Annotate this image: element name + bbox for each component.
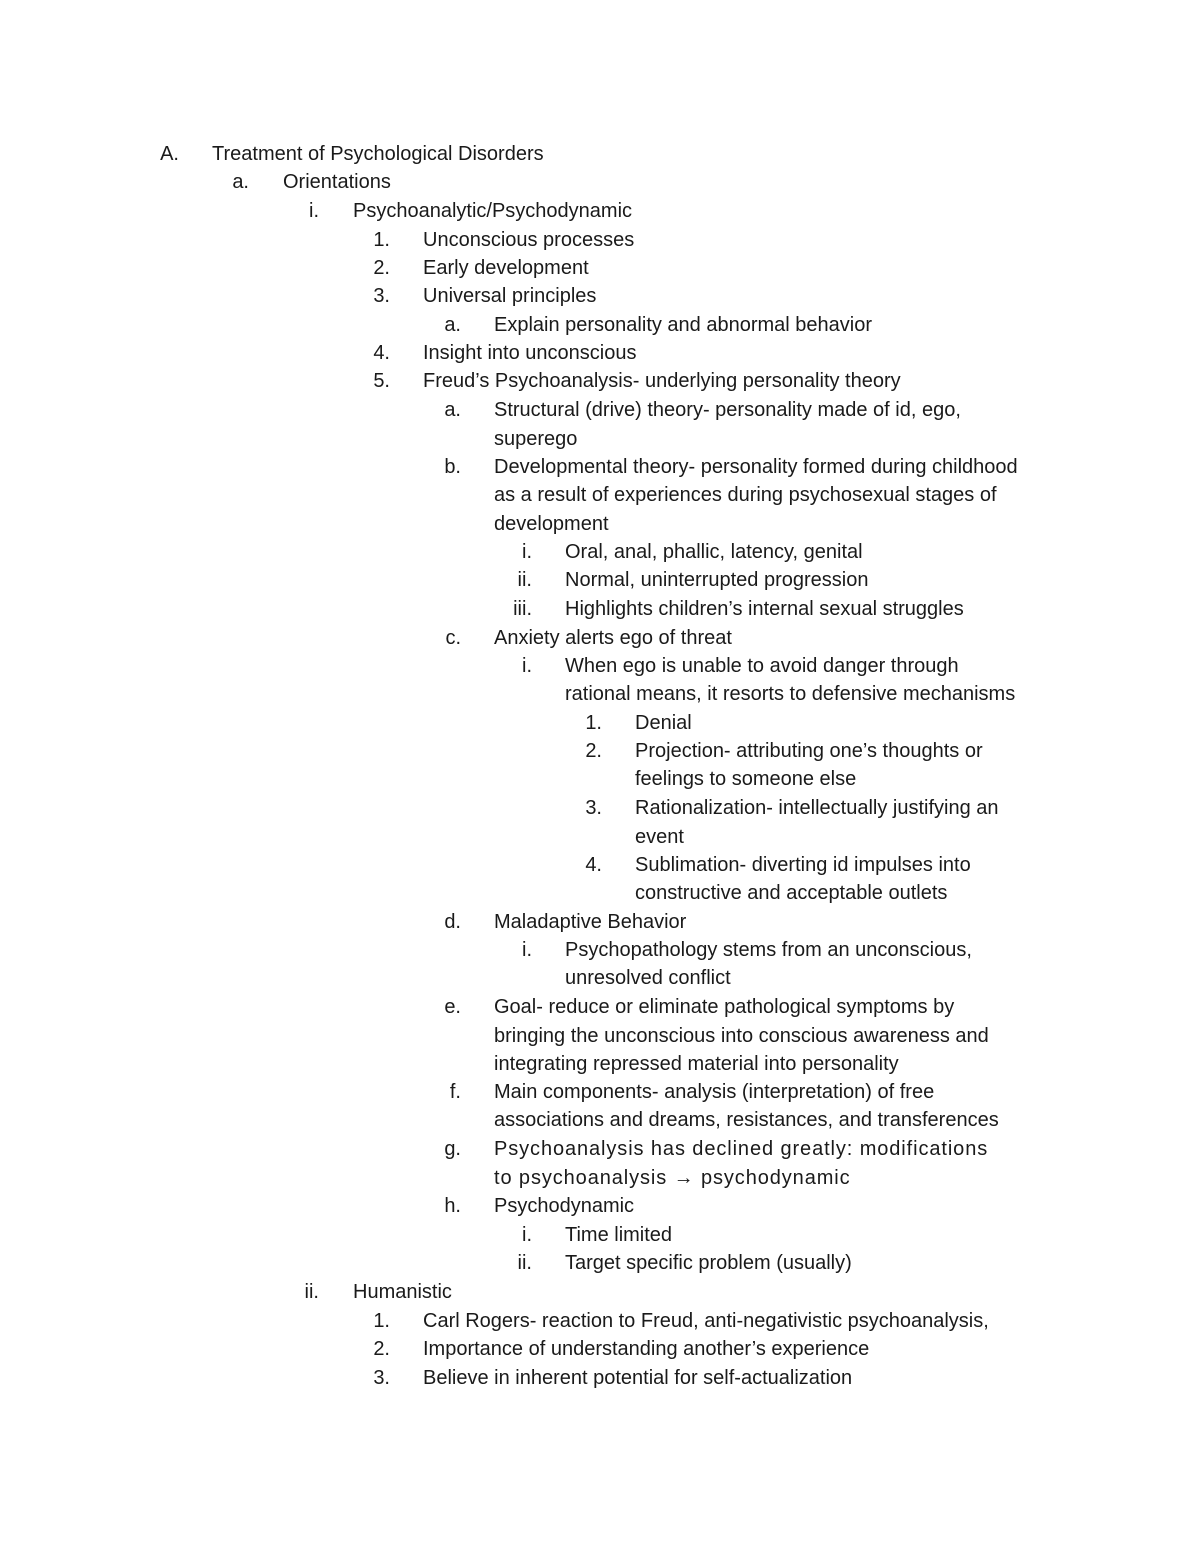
outline-item [0, 624, 1200, 652]
list-marker: b. [444, 456, 461, 478]
list-marker: ii. [304, 1281, 319, 1303]
list-marker: i. [522, 541, 532, 563]
list-item-text: When ego is unable to avoid danger through [565, 655, 959, 677]
list-marker: A. [160, 143, 179, 165]
list-item-text: Denial [635, 712, 692, 734]
outline-item-continuation [0, 425, 1200, 453]
list-item-text: Believe in inherent potential for self-actualization [423, 1367, 853, 1389]
list-item-text: Orientations [283, 171, 391, 193]
list-marker: 4. [585, 854, 602, 876]
list-marker: 3. [373, 285, 390, 307]
outline-item [0, 197, 1200, 225]
list-marker: i. [309, 200, 319, 222]
outline-item [0, 168, 1200, 196]
outline-item-continuation [0, 1106, 1200, 1134]
list-marker: 2. [585, 740, 602, 762]
outline-item-continuation [0, 1022, 1200, 1050]
list-marker: i. [522, 939, 532, 961]
list-marker: c. [445, 627, 461, 649]
list-marker: ii. [517, 569, 532, 591]
outline-item [0, 908, 1200, 936]
list-marker: g. [444, 1138, 461, 1160]
list-item-text: bringing the unconscious into conscious awareness and [494, 1025, 989, 1047]
outline-item [0, 1135, 1200, 1163]
list-item-text: Maladaptive Behavior [494, 911, 687, 933]
list-marker: i. [522, 1224, 532, 1246]
list-marker: ii. [517, 1252, 532, 1274]
list-item-text: Goal- reduce or eliminate pathological symptoms by [494, 996, 955, 1018]
outline-item [0, 595, 1200, 623]
outline-item [0, 1249, 1200, 1277]
outline-item [0, 254, 1200, 282]
outline-item-continuation [0, 680, 1200, 708]
list-marker: f. [449, 1081, 461, 1103]
list-marker: a. [232, 171, 249, 193]
outline-item-continuation [0, 1050, 1200, 1078]
outline-item [0, 1364, 1200, 1392]
outline-item [0, 1335, 1200, 1363]
list-item-text: Freud’s Psychoanalysis- underlying personality theory [423, 370, 901, 392]
list-marker: h. [444, 1195, 461, 1217]
list-marker: 1. [373, 229, 390, 251]
outline-item [0, 737, 1200, 765]
list-marker: a. [444, 399, 461, 421]
list-item-text: Normal, uninterrupted progression [565, 569, 869, 591]
list-item-text: Treatment of Psychological Disorders [212, 143, 544, 165]
outline-item [0, 1078, 1200, 1106]
outline-item [0, 1221, 1200, 1249]
outline-item [0, 709, 1200, 737]
list-item-text: Oral, anal, phallic, latency, genital [565, 541, 863, 563]
outline-item-continuation [0, 823, 1200, 851]
outline-item [0, 794, 1200, 822]
outline-item-continuation [0, 1164, 1200, 1192]
outline-item-continuation [0, 765, 1200, 793]
outline-item [0, 1307, 1200, 1335]
outline-item [0, 282, 1200, 310]
outline-item [0, 566, 1200, 594]
list-item-text: Psychodynamic [494, 1195, 635, 1217]
list-item-text: to psychoanalysis → psychodynamic [494, 1167, 851, 1189]
outline-item [0, 339, 1200, 367]
list-marker: 5. [373, 370, 390, 392]
list-item-text: development [494, 513, 609, 535]
outline-item [0, 936, 1200, 964]
list-marker: i. [522, 655, 532, 677]
outline-item-continuation [0, 879, 1200, 907]
list-item-text: Importance of understanding another’s experience [423, 1338, 870, 1360]
outline-item [0, 538, 1200, 566]
outline-item [0, 367, 1200, 395]
list-item-text: Humanistic [353, 1281, 452, 1303]
outline-item-continuation [0, 481, 1200, 509]
list-marker: iii. [513, 598, 532, 620]
list-marker: d. [444, 911, 461, 933]
list-item-text: Structural (drive) theory- personality made of id, ego, [494, 399, 961, 421]
list-marker: 3. [585, 797, 602, 819]
list-item-text: rational means, it resorts to defensive mechanisms [565, 683, 1016, 705]
outline-item [0, 1192, 1200, 1220]
list-item-text: constructive and acceptable outlets [635, 882, 948, 904]
list-marker: 2. [373, 257, 390, 279]
list-item-text: Sublimation- diverting id impulses into [635, 854, 971, 876]
outline-item [0, 652, 1200, 680]
list-marker: 2. [373, 1338, 390, 1360]
outline-item [0, 311, 1200, 339]
list-item-text: Universal principles [423, 285, 597, 307]
list-item-text: associations and dreams, resistances, and transferences [494, 1109, 999, 1131]
list-marker: a. [444, 314, 461, 336]
list-item-text: Unconscious processes [423, 229, 635, 251]
list-marker: 1. [373, 1310, 390, 1332]
list-marker: 3. [373, 1367, 390, 1389]
list-item-text: Psychopathology stems from an unconscious, [565, 939, 972, 961]
outline-item [0, 140, 1200, 168]
outline-item [0, 453, 1200, 481]
list-item-text: unresolved conflict [565, 967, 731, 989]
list-item-text: event [635, 826, 684, 848]
outline-item [0, 396, 1200, 424]
list-item-text: Early development [423, 257, 589, 279]
list-marker: 4. [373, 342, 390, 364]
list-item-text: Developmental theory- personality formed during childhood [494, 456, 1018, 478]
list-marker: 1. [585, 712, 602, 734]
list-item-text: superego [494, 428, 578, 450]
list-item-text: Target specific problem (usually) [565, 1252, 852, 1274]
list-item-text: Carl Rogers- reaction to Freud, anti-negativistic psychoanalysis, [423, 1310, 989, 1332]
list-item-text: Explain personality and abnormal behavior [494, 314, 873, 336]
list-item-text: Main components- analysis (interpretation) of free [494, 1081, 935, 1103]
list-item-text: Highlights children’s internal sexual struggles [565, 598, 964, 620]
outline-item [0, 1278, 1200, 1306]
outline-item-continuation [0, 510, 1200, 538]
list-item-text: integrating repressed material into personality [494, 1053, 899, 1075]
list-item-text: Psychoanalytic/Psychodynamic [353, 200, 633, 222]
list-item-text: Time limited [565, 1224, 673, 1246]
list-marker: e. [444, 996, 461, 1018]
outline-item [0, 851, 1200, 879]
outline-item [0, 993, 1200, 1021]
list-item-text: Insight into unconscious [423, 342, 637, 364]
outline-item-continuation [0, 964, 1200, 992]
list-item-text: feelings to someone else [635, 768, 857, 790]
list-item-text: as a result of experiences during psychosexual stages of [494, 484, 997, 506]
list-item-text: Anxiety alerts ego of threat [494, 627, 732, 649]
outline-item [0, 226, 1200, 254]
list-item-text: Rationalization- intellectually justifying an [635, 797, 999, 819]
list-item-text: Projection- attributing one’s thoughts or [635, 740, 983, 762]
list-item-text: Psychoanalysis has declined greatly: modifications [494, 1138, 989, 1160]
